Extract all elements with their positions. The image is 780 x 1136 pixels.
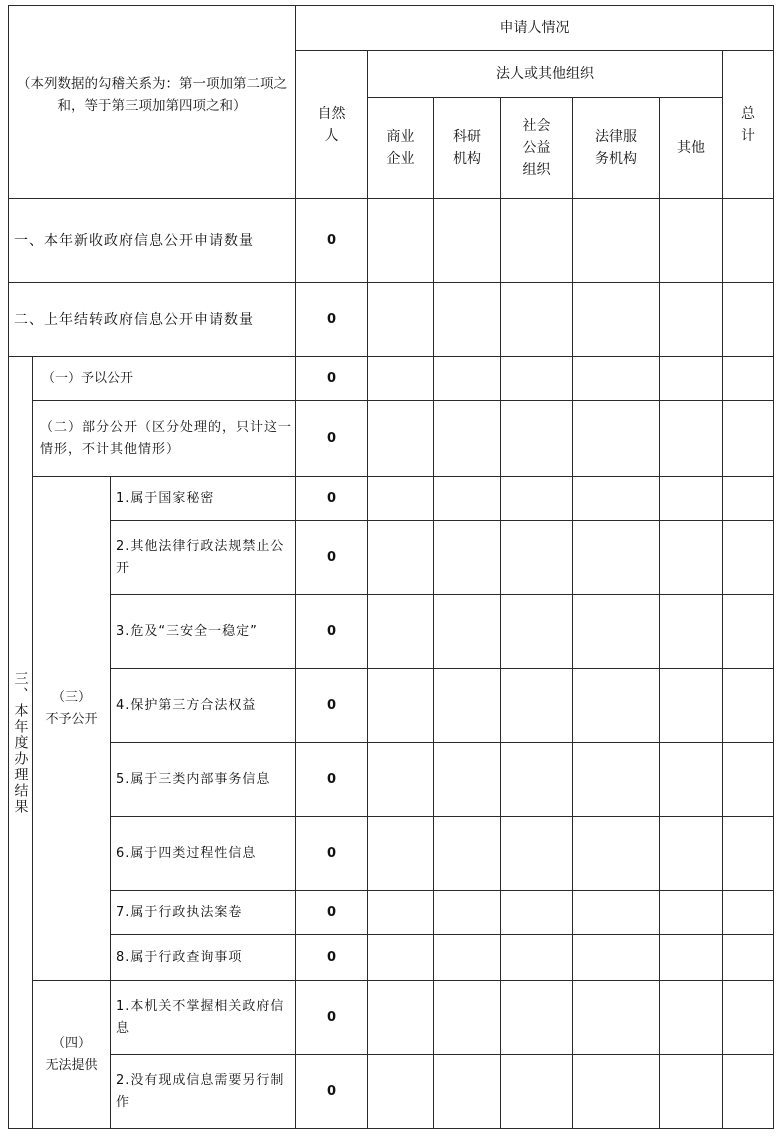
unable-provide-item-value: 0 (326, 1083, 337, 1099)
row-carried-over-value: 0 (326, 311, 337, 327)
not-disclosed-item-label: 3.危及“三安全一稳定” (116, 623, 258, 639)
row-carried-over-label: 二、上年结转政府信息公开申请数量 (14, 311, 254, 328)
not-disclosed-item-label: 6.属于四类过程性信息 (116, 845, 257, 861)
not-disclosed-item-value: 0 (326, 697, 337, 713)
unable-provide-item-label: 2.没有现成信息需要另行制作 (116, 1072, 285, 1110)
other-header: 其他 (677, 140, 705, 156)
row-new-requests-label: 一、本年新收政府信息公开申请数量 (14, 232, 254, 249)
not-disclosed-item-label: 7.属于行政执法案卷 (116, 904, 243, 920)
social-org-header: 社会 公益 组织 (522, 118, 551, 178)
applicant-info-header: 申请人情况 (499, 20, 570, 36)
not-disclosed-item-value: 0 (326, 949, 337, 965)
not-disclosed-item-label: 8.属于行政查询事项 (116, 949, 243, 965)
not-disclosed-item-label: 5.属于三类内部事务信息 (116, 771, 271, 787)
row-partially-disclosed-value: 0 (326, 430, 337, 446)
total-header: 总 计 (741, 105, 755, 144)
column-note: （本列数据的勾稽关系为：第一项加第二项之和，等于第三项加第四项之和） (17, 76, 287, 114)
legal-service-header: 法律服 务机构 (595, 129, 637, 167)
not-disclosed-item-value: 0 (326, 549, 337, 565)
not-disclosed-item-value: 0 (326, 490, 337, 506)
group-unable-provide-label: （四） 无法提供 (45, 1035, 98, 1073)
not-disclosed-item-label: 4.保护第三方合法权益 (116, 697, 257, 713)
row-disclosed-label: （一）予以公开 (42, 370, 134, 386)
unable-provide-item-value: 0 (326, 1009, 337, 1025)
group-not-disclosed-label: （三） 不予公开 (45, 689, 98, 727)
not-disclosed-item-label: 1.属于国家秘密 (116, 490, 215, 506)
not-disclosed-item-value: 0 (326, 771, 337, 787)
not-disclosed-item-label: 2.其他法律行政法规禁止公开 (116, 538, 285, 576)
natural-person-header: 自然 人 (317, 105, 346, 144)
commercial-header: 商业 企业 (386, 129, 415, 167)
not-disclosed-item-value: 0 (326, 904, 337, 920)
legal-org-header: 法人或其他组织 (496, 66, 594, 82)
row-disclosed-value: 0 (326, 370, 337, 386)
research-header: 科研 机构 (453, 129, 481, 167)
row-partially-disclosed-label: （二）部分公开（区分处理的，只计这一情形，不计其他情形） (40, 419, 293, 457)
section-three-title: 三、本年度办理结果 (12, 670, 29, 815)
row-new-requests-value: 0 (326, 232, 337, 248)
not-disclosed-item-value: 0 (326, 845, 337, 861)
not-disclosed-item-value: 0 (326, 623, 337, 639)
unable-provide-item-label: 1.本机关不掌握相关政府信息 (116, 998, 285, 1036)
